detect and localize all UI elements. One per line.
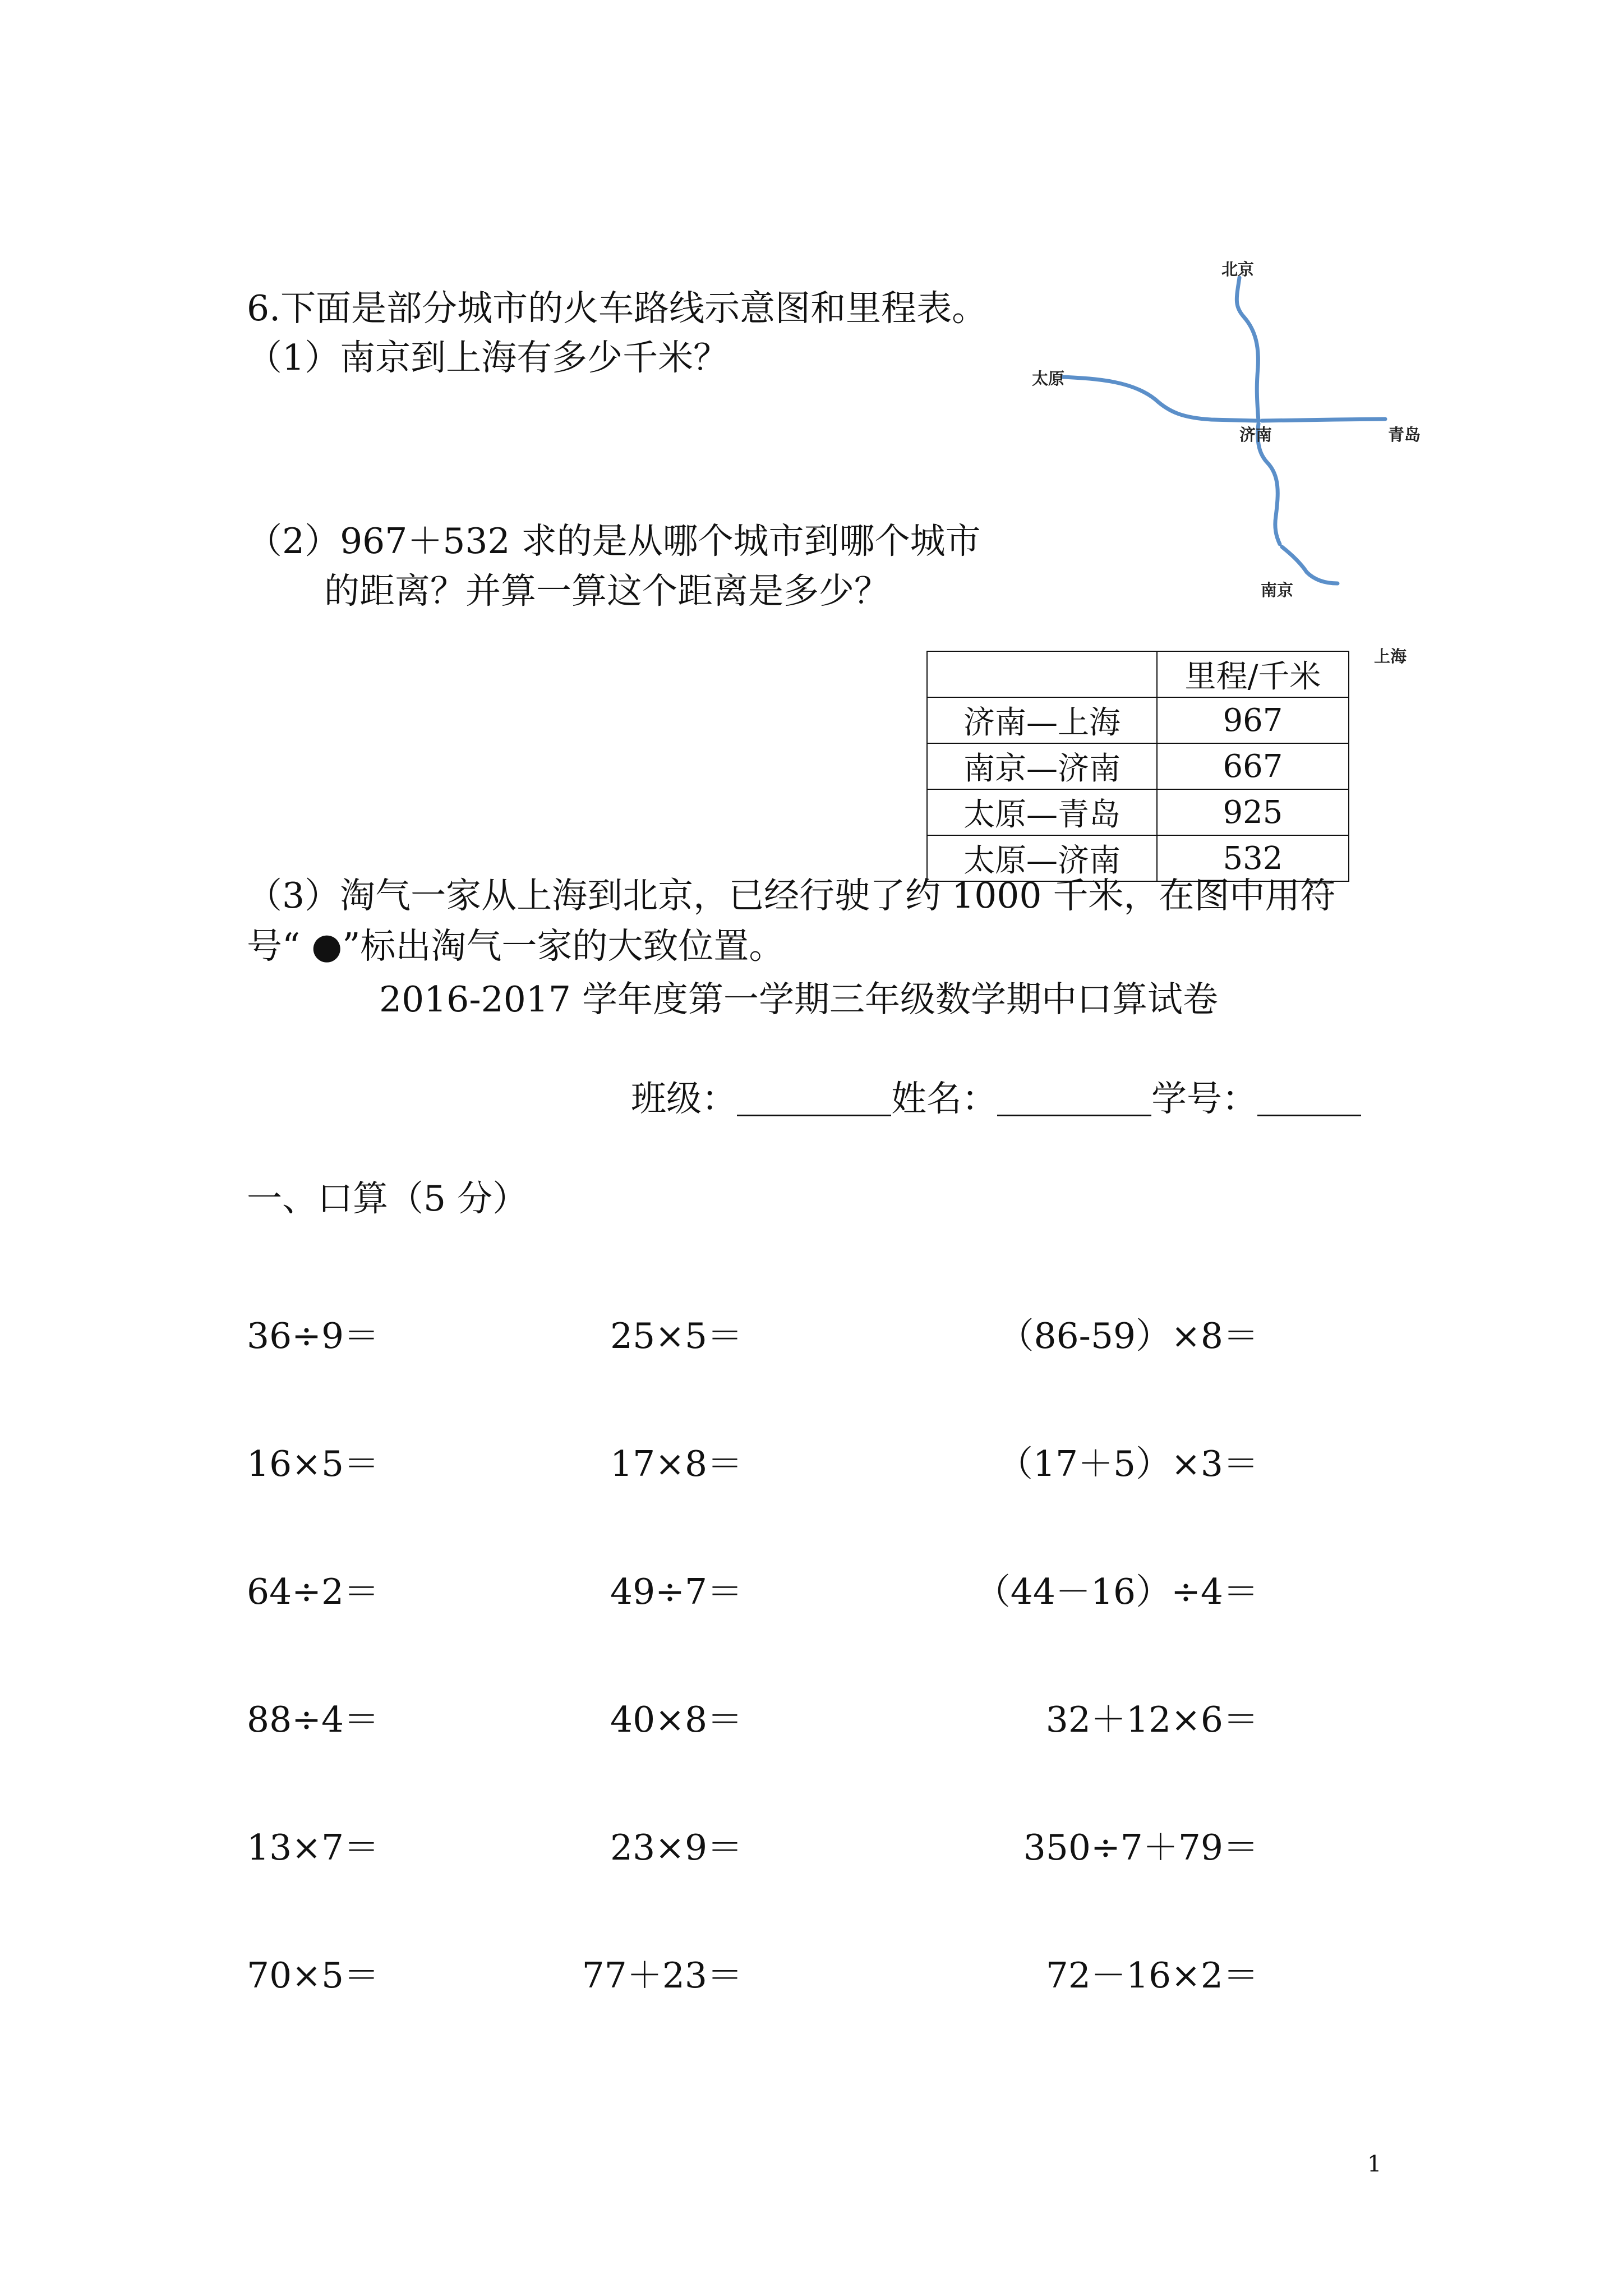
question6-part2-line1: （2）967＋532 求的是从哪个城市到哪个城市 xyxy=(247,521,981,562)
exercise-item: 40×8＝ xyxy=(610,1699,743,1740)
exam-title: 2016-2017 学年度第一学期三年级数学期中口算试卷 xyxy=(379,979,1218,1020)
table-row xyxy=(927,835,1349,881)
city-taiyuan: 太原 xyxy=(1032,369,1065,388)
distance-table xyxy=(926,651,1349,882)
city-qingdao: 青岛 xyxy=(1388,425,1421,444)
name-field[interactable] xyxy=(997,1080,1151,1116)
table-row xyxy=(927,697,1349,743)
table-header-cell: 里程/千米 xyxy=(1157,651,1349,697)
exercise-item: （17＋5）×3＝ xyxy=(997,1443,1258,1484)
exercise-item: 25×5＝ xyxy=(610,1315,743,1356)
question6-part3-line2: 号“ ●”标出淘气一家的大致位置。 xyxy=(247,926,785,967)
route-name-cell: 南京—济南 xyxy=(927,743,1157,789)
distance-cell: 967 xyxy=(1157,697,1349,743)
exercise-item: 70×5＝ xyxy=(247,1955,380,1996)
name-label: 姓名： xyxy=(891,1078,997,1119)
route-name-cell: 太原—青岛 xyxy=(927,789,1157,835)
section-title: 一、口算（5 分） xyxy=(247,1178,528,1219)
table-header-row xyxy=(927,651,1349,697)
student-id-label: 学号： xyxy=(1151,1078,1257,1119)
exercise-item: 23×9＝ xyxy=(610,1827,743,1868)
distance-cell: 667 xyxy=(1157,743,1349,789)
city-beijing: 北京 xyxy=(1221,260,1255,279)
table-row xyxy=(927,743,1349,789)
exercise-item: 16×5＝ xyxy=(247,1443,380,1484)
route-beijing-jinan xyxy=(1237,278,1258,421)
exercise-item: 77＋23＝ xyxy=(582,1955,743,1996)
exercise-item: 64÷2＝ xyxy=(247,1571,380,1612)
route-nanjing-shanghai xyxy=(1282,547,1338,583)
student-info-line xyxy=(631,1078,1361,1119)
class-field[interactable] xyxy=(737,1080,891,1116)
exercise-item: 49÷7＝ xyxy=(610,1571,743,1612)
exercise-item: （44－16）÷4＝ xyxy=(975,1571,1258,1612)
exercise-item: 13×7＝ xyxy=(247,1827,380,1868)
question6-part3-line1: （3）淘气一家从上海到北京，已经行驶了约 1000 千米，在图中用符 xyxy=(247,875,1336,916)
route-taiyuan-jinan xyxy=(1063,377,1256,421)
city-nanjing: 南京 xyxy=(1261,581,1294,600)
table-row xyxy=(927,789,1349,835)
exercise-item: 36÷9＝ xyxy=(247,1315,380,1356)
table-header-cell xyxy=(927,651,1157,697)
question6-part2-line2: 的距离？并算一算这个距离是多少？ xyxy=(324,570,889,611)
route-jinan-qingdao xyxy=(1262,419,1385,421)
exercise-item: 350÷7＋79＝ xyxy=(1023,1827,1258,1868)
route-name-cell: 太原—济南 xyxy=(927,835,1157,881)
route-name-cell: 济南—上海 xyxy=(927,697,1157,743)
exercise-item: 17×8＝ xyxy=(610,1443,743,1484)
exercise-item: 72－16×2＝ xyxy=(1045,1955,1258,1996)
exercise-item: 88÷4＝ xyxy=(247,1699,380,1740)
city-shanghai: 上海 xyxy=(1374,647,1407,666)
student-id-field[interactable] xyxy=(1257,1080,1361,1116)
exercise-item: 32＋12×6＝ xyxy=(1045,1699,1258,1740)
exercise-item: （86-59）×8＝ xyxy=(998,1315,1258,1356)
class-label: 班级： xyxy=(631,1078,737,1119)
question6-part1: （1）南京到上海有多少千米？ xyxy=(247,337,729,378)
city-jinan: 济南 xyxy=(1239,425,1272,444)
page-number: 1 xyxy=(1367,2151,1382,2177)
question6-title: 6.下面是部分城市的火车路线示意图和里程表。 xyxy=(247,288,988,329)
train-route-map xyxy=(1021,252,1447,679)
distance-cell: 925 xyxy=(1157,789,1349,835)
distance-cell: 532 xyxy=(1157,835,1349,881)
